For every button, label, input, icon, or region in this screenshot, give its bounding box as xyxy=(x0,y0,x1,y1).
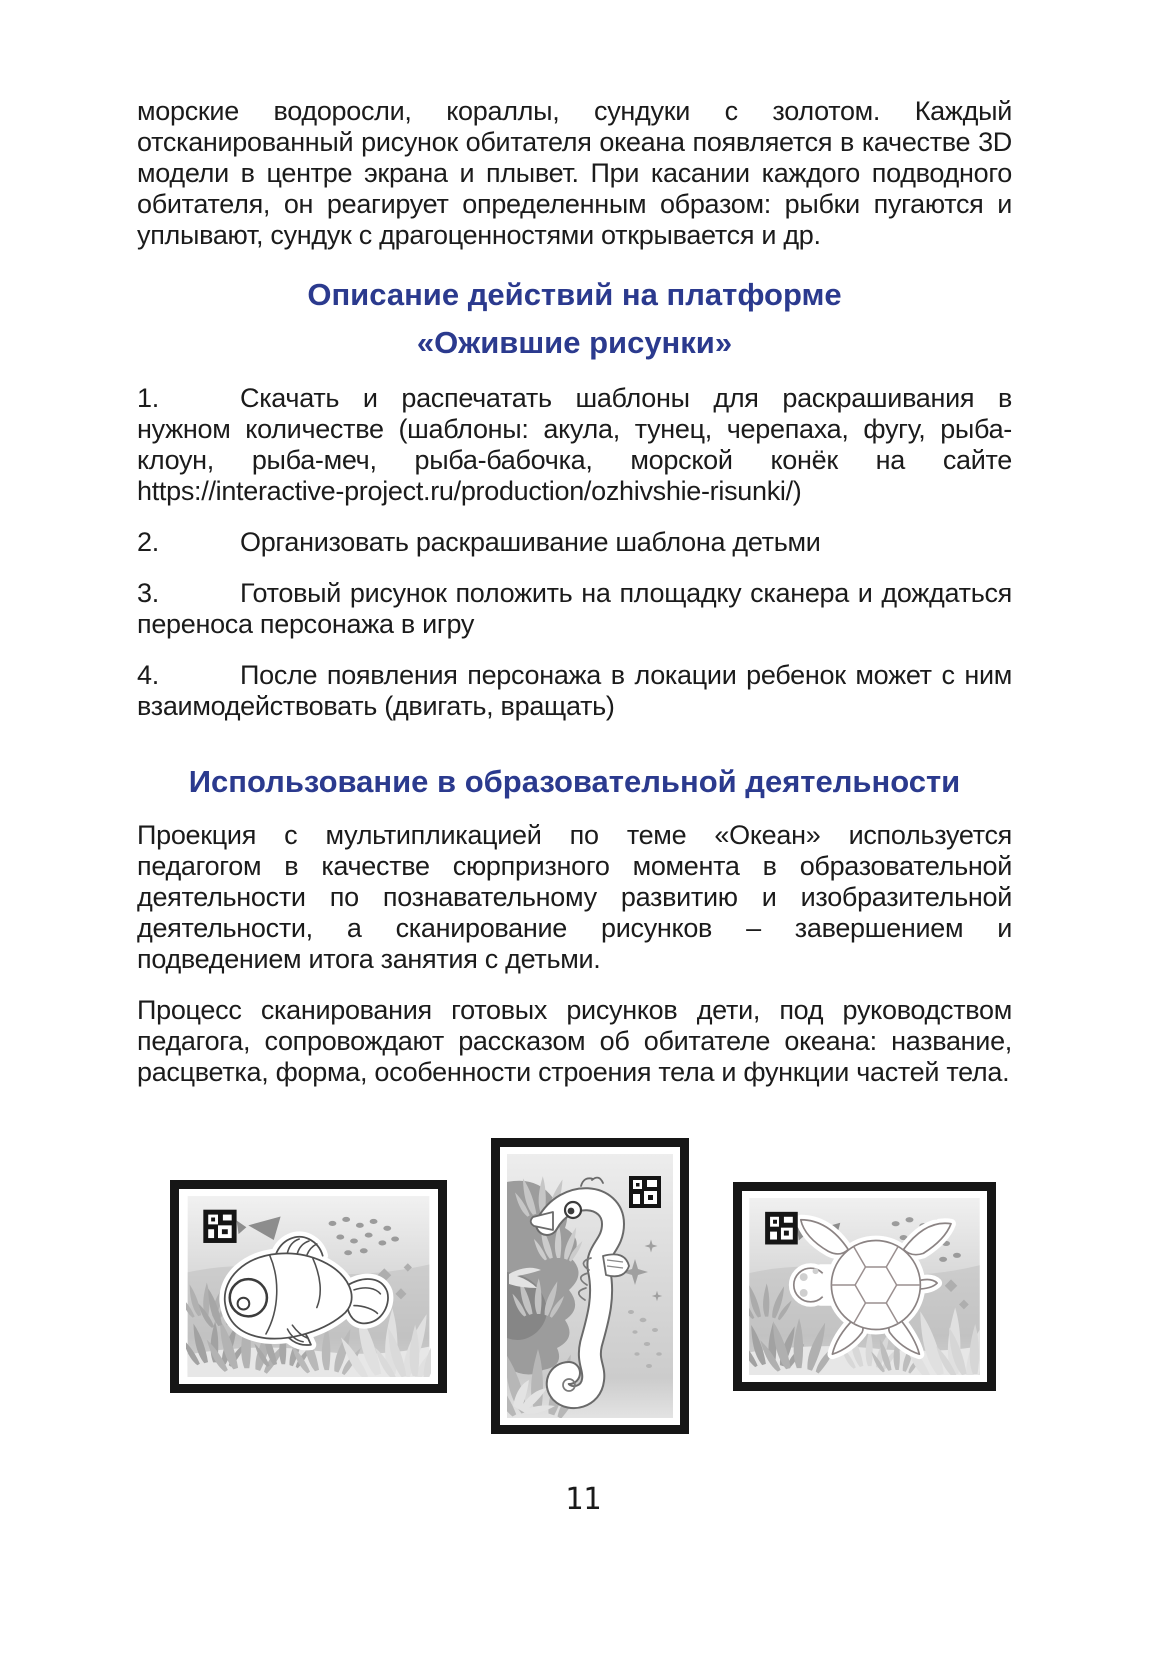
section1-title-line2: «Ожившие рисунки» xyxy=(416,325,733,360)
step-number: 1. xyxy=(137,383,159,413)
step-text: После появления персонажа в локации ребенок может с ним взаимодействовать (двигать, вращать) xyxy=(137,660,1012,721)
seahorse-scene-image xyxy=(507,1154,673,1418)
section1-title-line1: Описание действий на платформе xyxy=(307,277,842,312)
step-item-3 xyxy=(137,578,1012,640)
section2-title: Использование в образовательной деятельности xyxy=(188,764,961,799)
step-text: Организовать раскрашивание шаблона детьми xyxy=(240,527,821,557)
clownfish-scene-image xyxy=(186,1196,431,1377)
step-item-1 xyxy=(137,383,1012,507)
ar-marker-icon xyxy=(203,1209,236,1242)
step-text: Готовый рисунок положить на площадку сканера и дождаться переноса персонажа в игру xyxy=(137,578,1012,639)
step-number: 4. xyxy=(137,660,159,690)
ar-marker-icon xyxy=(765,1211,798,1244)
step-item-2 xyxy=(137,527,1012,558)
figure-clownfish xyxy=(170,1180,447,1393)
figure-turtle xyxy=(733,1182,996,1391)
intro-paragraph: морские водоросли, кораллы, сундуки с золотом. Каждый отсканированный рисунок обитателя океана появляется в качестве 3D модели в центре экрана и плывет. При касании каждого подводного обитателя, он реагирует определенным образом: рыбки пугаются и уплывают, сундук с драгоценностями открывается и др. xyxy=(137,96,1012,250)
figure-row xyxy=(0,1138,1166,1434)
figure-seahorse xyxy=(491,1138,689,1434)
ar-marker-icon xyxy=(629,1176,661,1208)
turtle-scene-image xyxy=(749,1198,980,1375)
section1-title xyxy=(137,271,1012,367)
step-number: 2. xyxy=(137,527,159,557)
step-number: 3. xyxy=(137,578,159,608)
step-text: Скачать и распечатать шаблоны для раскрашивания в нужном количестве (шаблоны: акула, тунец, черепаха, фугу, рыба-клоун, рыба-меч, рыба-бабочка, морской конёк на сайте https://interactive-project.ru/production/ozhivshie-risunki/) xyxy=(137,383,1012,506)
section2-paragraph-1: Проекция с мультипликацией по теме «Океан» используется педагогом в качестве сюрпризного момента в образовательной деятельности по познавательному развитию и изобразительной деятельности, а сканирование рисунков – завершением и подведением итога занятия с детьми. xyxy=(137,820,1012,974)
step-item-4 xyxy=(137,660,1012,722)
page-number: 11 xyxy=(564,1482,602,1517)
section2-paragraph-2: Процесс сканирования готовых рисунков дети, под руководством педагога, сопровождают рассказом об обитателе океана: название, расцветка, форма, особенности строения тела и функции частей тела. xyxy=(137,995,1012,1087)
